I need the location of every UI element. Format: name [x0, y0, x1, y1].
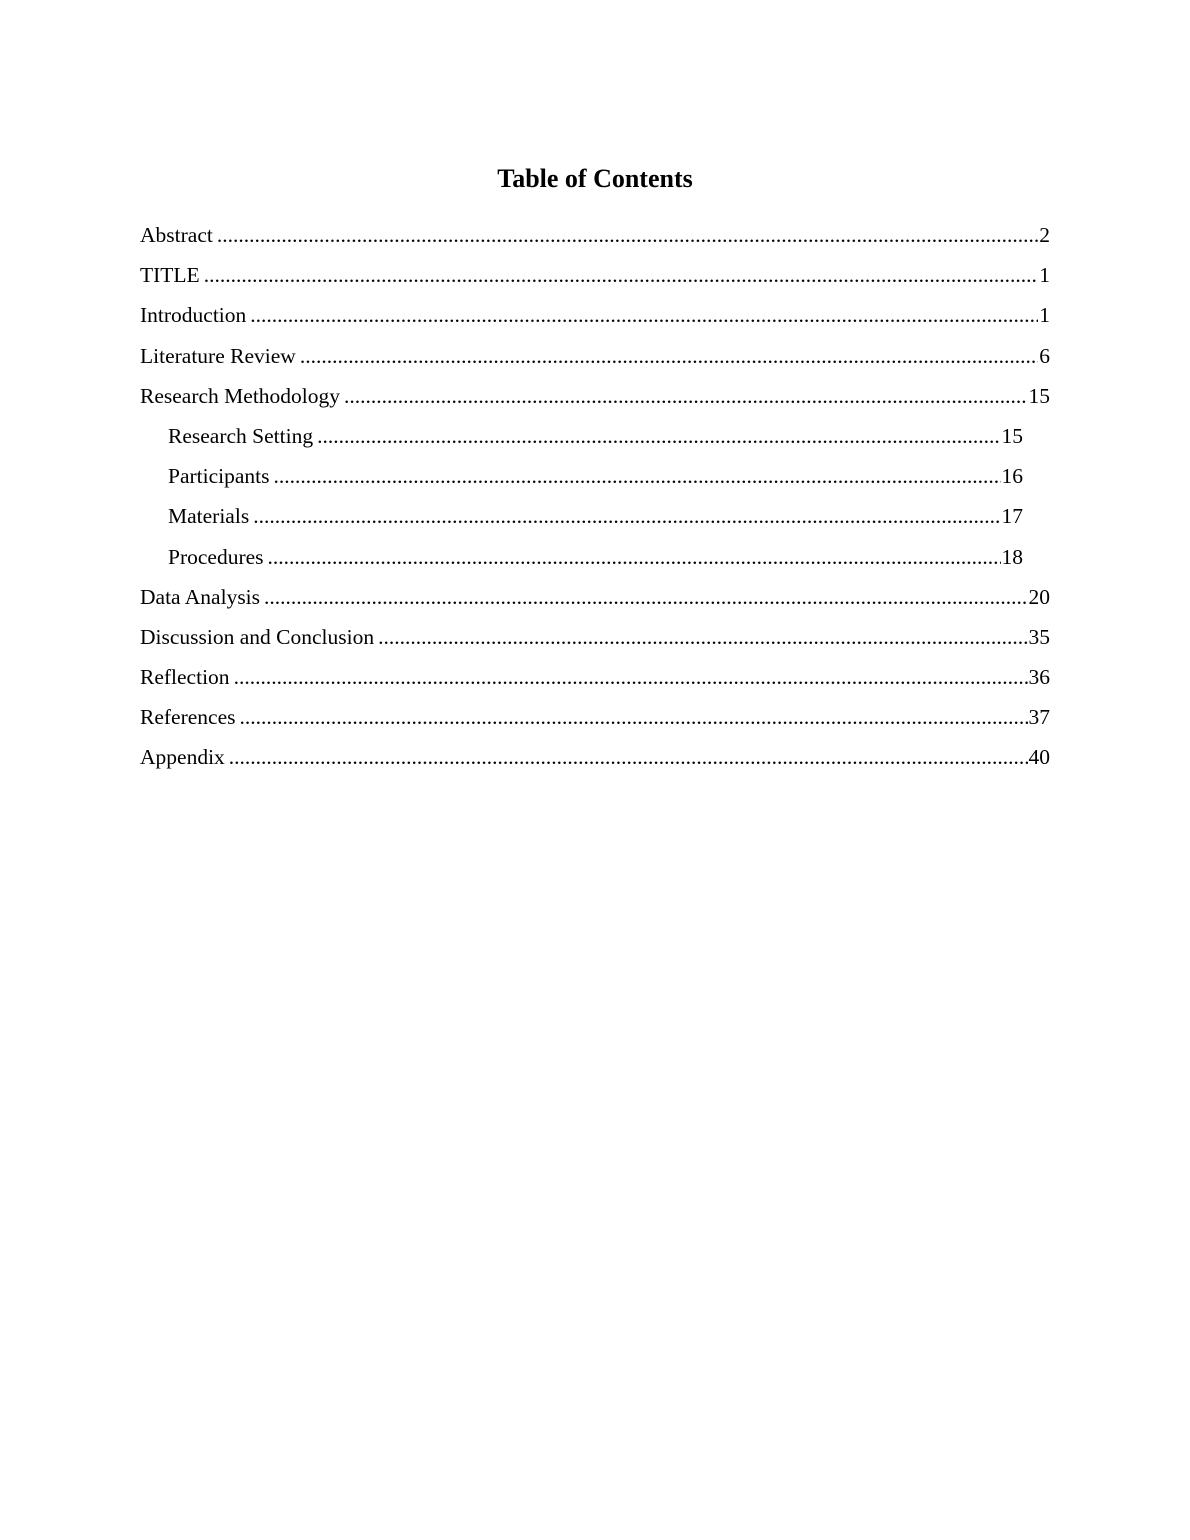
toc-entry-label: Appendix	[140, 740, 229, 774]
toc-leader-dots	[250, 298, 1038, 332]
toc-leader-dots	[240, 700, 1028, 734]
toc-page-number: 20	[1028, 584, 1050, 609]
toc-page-number: 15	[1028, 383, 1050, 408]
toc-entry-discussion-and-conclusion[interactable]	[140, 620, 1050, 660]
toc-entry-literature-review[interactable]	[140, 339, 1050, 379]
toc-entry-label: Research Methodology	[140, 379, 344, 413]
toc-entry-procedures[interactable]	[168, 540, 1023, 580]
toc-page-number: 37	[1028, 705, 1050, 730]
toc-entry-title[interactable]	[140, 258, 1050, 298]
toc-entry-introduction[interactable]	[140, 298, 1050, 338]
toc-leader-dots	[344, 379, 1027, 413]
toc-list	[0, 218, 1190, 781]
toc-leader-dots	[300, 339, 1038, 373]
toc-leader-dots	[317, 419, 1000, 453]
toc-leader-dots	[234, 660, 1028, 694]
toc-page-number: 1	[1039, 303, 1050, 328]
toc-page-number: 18	[1001, 544, 1023, 569]
toc-entry-abstract[interactable]	[140, 218, 1050, 258]
toc-entry-reflection[interactable]	[140, 660, 1050, 700]
toc-entry-references[interactable]	[140, 700, 1050, 740]
toc-entry-label: Discussion and Conclusion	[140, 620, 378, 654]
toc-entry-label: Literature Review	[140, 339, 300, 373]
toc-entry-appendix[interactable]	[140, 740, 1050, 780]
toc-entry-label: Materials	[168, 499, 253, 533]
toc-entry-label: Reflection	[140, 660, 234, 694]
toc-entry-label: TITLE	[140, 258, 204, 292]
page-title: Table of Contents	[497, 164, 693, 193]
toc-leader-dots	[204, 258, 1039, 292]
toc-entry-label: Introduction	[140, 298, 250, 332]
toc-page-number: 40	[1028, 745, 1050, 770]
toc-entry-data-analysis[interactable]	[140, 580, 1050, 620]
toc-entry-research-methodology[interactable]	[140, 379, 1050, 419]
toc-entry-label: Data Analysis	[140, 580, 264, 614]
toc-leader-dots	[253, 499, 1000, 533]
toc-leader-dots	[217, 218, 1038, 252]
toc-entry-participants[interactable]	[168, 459, 1023, 499]
toc-page-number: 35	[1028, 624, 1050, 649]
toc-page-number: 36	[1028, 665, 1050, 690]
toc-entry-label: Procedures	[168, 540, 268, 574]
toc-page-number: 2	[1039, 223, 1050, 247]
toc-page-number: 17	[1001, 504, 1023, 529]
toc-entry-label: Research Setting	[168, 419, 317, 453]
toc-entry-label: Participants	[168, 459, 274, 493]
toc-page-number: 1	[1039, 263, 1050, 288]
toc-leader-dots	[378, 620, 1027, 654]
toc-leader-dots	[264, 580, 1027, 614]
toc-leader-dots	[268, 540, 1001, 574]
toc-page-number: 6	[1039, 343, 1050, 368]
toc-page-number: 15	[1001, 423, 1023, 448]
toc-page-number: 16	[1001, 464, 1023, 489]
toc-leader-dots	[274, 459, 1001, 493]
toc-leader-dots	[229, 740, 1028, 774]
toc-entry-label: References	[140, 700, 240, 734]
toc-entry-materials[interactable]	[168, 499, 1023, 539]
toc-entry-label: Abstract	[140, 218, 217, 252]
toc-entry-research-setting[interactable]	[168, 419, 1023, 459]
